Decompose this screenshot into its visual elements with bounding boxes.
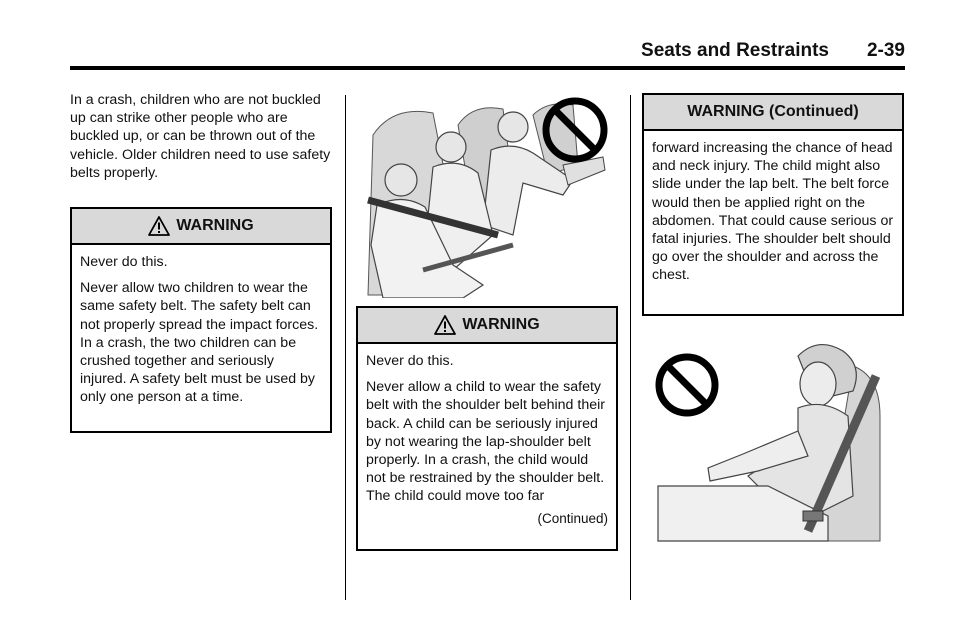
warning-body [358, 344, 616, 534]
warning-lead: Never do this. [80, 254, 168, 270]
page-number: 2-39 [866, 40, 905, 61]
section-title: Seats and Restraints [641, 40, 829, 61]
warning-header [72, 209, 330, 245]
warning-box [70, 207, 332, 433]
warning-title: WARNING [462, 316, 540, 333]
warning-triangle-icon [434, 315, 456, 335]
belt-behind-back-illustration [648, 336, 884, 546]
warning-title: WARNING [176, 217, 254, 234]
column-divider [630, 95, 631, 600]
warning-lead: Never do this. [366, 353, 454, 369]
warning-header [644, 95, 902, 131]
warning-body [72, 245, 330, 421]
warning-title: WARNING (Continued) [687, 103, 859, 120]
shared-belt-illustration [363, 95, 617, 298]
intro-text: In a crash, children who are not buckled up can strike other people who are buckled up, or can be thrown out of the vehicle. Older children need to use safety belts properly. [70, 92, 331, 181]
warning-text: Never allow two children to wear the same safety belt. The safety belt can not properly spread the impact forces. In a crash, the two children can be crushed together and seriously injured. A safety belt must be used by only one person at a time. [80, 280, 319, 406]
warning-header [358, 308, 616, 344]
intro-paragraph [70, 91, 332, 190]
warning-box-continued [642, 93, 904, 316]
warning-text: forward increasing the chance of head and neck injury. The child might also slide under the lap belt. The belt force would then be applied right on the abdomen. That could cause serious or fatal injuries. The shoulder belt should go over the shoulder and across the chest. [652, 140, 894, 284]
warning-triangle-icon [148, 216, 170, 236]
page-header [70, 36, 905, 70]
column-divider [345, 95, 346, 600]
warning-text: Never allow a child to wear the safety belt with the shoulder belt behind their back. A child can be seriously injured by not wearing the lap-shoulder belt properly. In a crash, the child would not be restrained by the shoulder belt. The child could move too far [366, 379, 605, 505]
continued-label: (Continued) [537, 510, 608, 526]
warning-box [356, 306, 618, 551]
warning-body [644, 131, 902, 299]
